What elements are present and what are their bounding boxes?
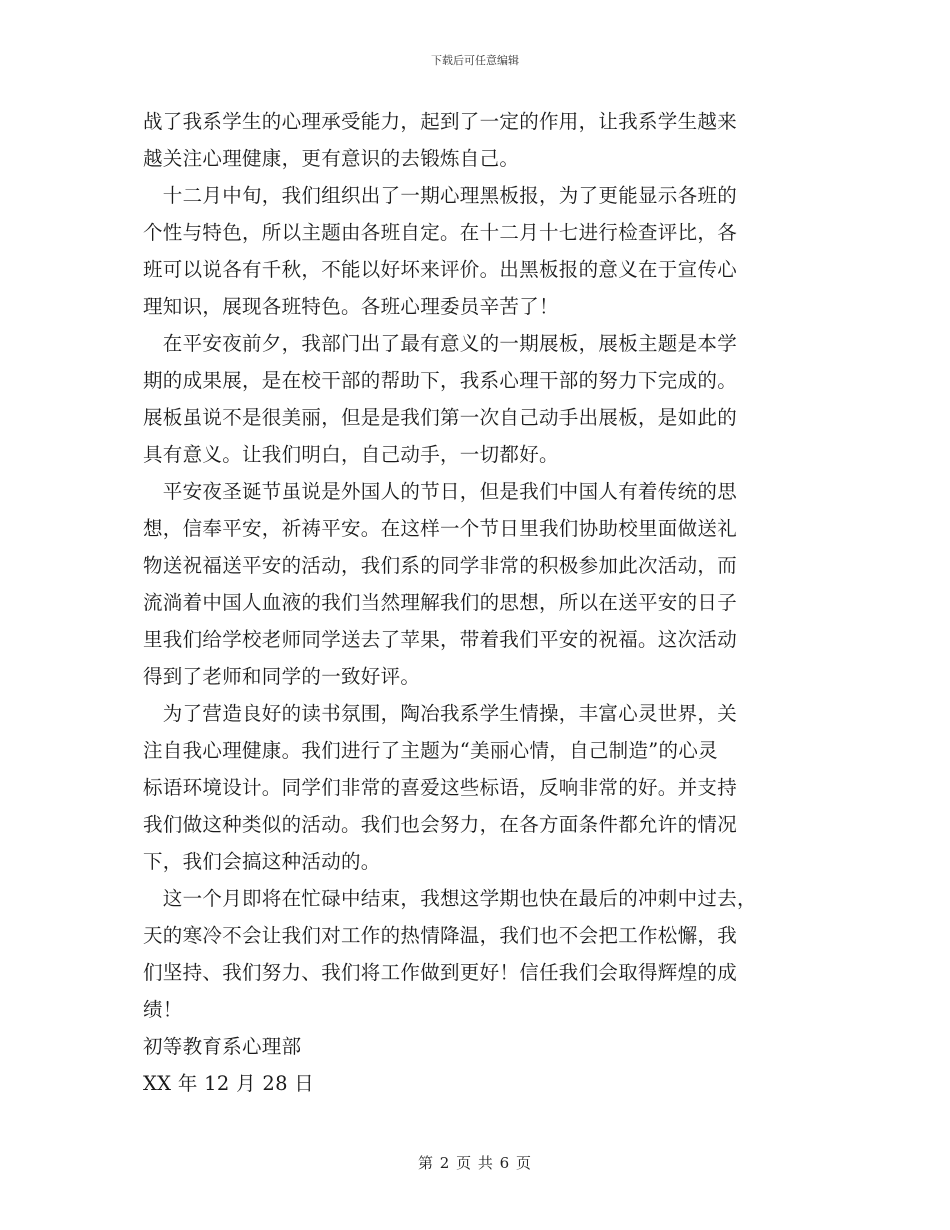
- text-line: 十二月中旬，我们组织出了一期心理黑板报，为了更能显示各班的: [143, 184, 738, 207]
- text-line: 注自我心理健康。我们进行了主题为“美丽心情，自己制造”的心灵: [143, 739, 718, 762]
- text-line: 流淌着中国人血液的我们当然理解我们的思想，所以在送平安的日子: [143, 591, 738, 614]
- text-line: 标语环境设计。同学们非常的喜爱这些标语，反响非常的好。并支持: [143, 776, 738, 799]
- signature-department: 初等教育系心理部: [143, 1035, 302, 1058]
- text-line: 里我们给学校老师同学送去了苹果，带着我们平安的祝福。这次活动: [143, 628, 738, 651]
- text-line: 物送祝福送平安的活动，我们系的同学非常的积极参加此次活动，而: [143, 554, 738, 577]
- text-line: 班可以说各有千秋，不能以好坏来评价。出黑板报的意义在于宣传心: [143, 258, 738, 281]
- text-line: 为了营造良好的读书氛围，陶冶我系学生情操，丰富心灵世界，关: [143, 702, 738, 725]
- text-line: 天的寒冷不会让我们对工作的热情降温，我们也不会把工作松懈，我: [143, 924, 738, 947]
- text-line: 具有意义。让我们明白，自己动手，一切都好。: [143, 443, 559, 466]
- text-line: 个性与特色，所以主题由各班自定。在十二月十七进行检查评比，各: [143, 221, 738, 244]
- text-line: 战了我系学生的心理承受能力，起到了一定的作用，让我系学生越来: [143, 110, 738, 133]
- text-line: 想，信奉平安，祈祷平安。在这样一个节日里我们协助校里面做送礼: [143, 517, 738, 540]
- text-line: 越关注心理健康，更有意识的去锻炼自己。: [143, 147, 520, 170]
- document-body: [143, 103, 803, 1102]
- text-line: 绩！: [143, 998, 183, 1021]
- text-line: 期的成果展，是在校干部的帮助下，我系心理干部的努力下完成的。: [143, 369, 738, 392]
- signature-date: XX 年 12 月 28 日: [143, 1072, 315, 1095]
- text-line: 在平安夜前夕，我部门出了最有意义的一期展板，展板主题是本学: [143, 332, 738, 355]
- page-number-footer: 第 2 页 共 6 页: [418, 1154, 532, 1172]
- text-line: 我们做这种类似的活动。我们也会努力，在各方面条件都允许的情况: [143, 813, 738, 836]
- text-line: 下，我们会搞这种活动的。: [143, 850, 381, 873]
- text-line: 展板虽说不是很美丽，但是是我们第一次自己动手出展板，是如此的: [143, 406, 738, 429]
- text-line: 理知识，展现各班特色。各班心理委员辛苦了！: [143, 295, 559, 318]
- text-line: 平安夜圣诞节虽说是外国人的节日，但是我们中国人有着传统的思: [143, 480, 738, 503]
- page-header: 下载后可任意编辑: [431, 54, 519, 67]
- text-line: 们坚持、我们努力、我们将工作做到更好！信任我们会取得辉煌的成: [143, 961, 738, 984]
- text-line: 得到了老师和同学的一致好评。: [143, 665, 421, 688]
- text-line: 这一个月即将在忙碌中结束，我想这学期也快在最后的冲刺中过去，: [143, 887, 757, 910]
